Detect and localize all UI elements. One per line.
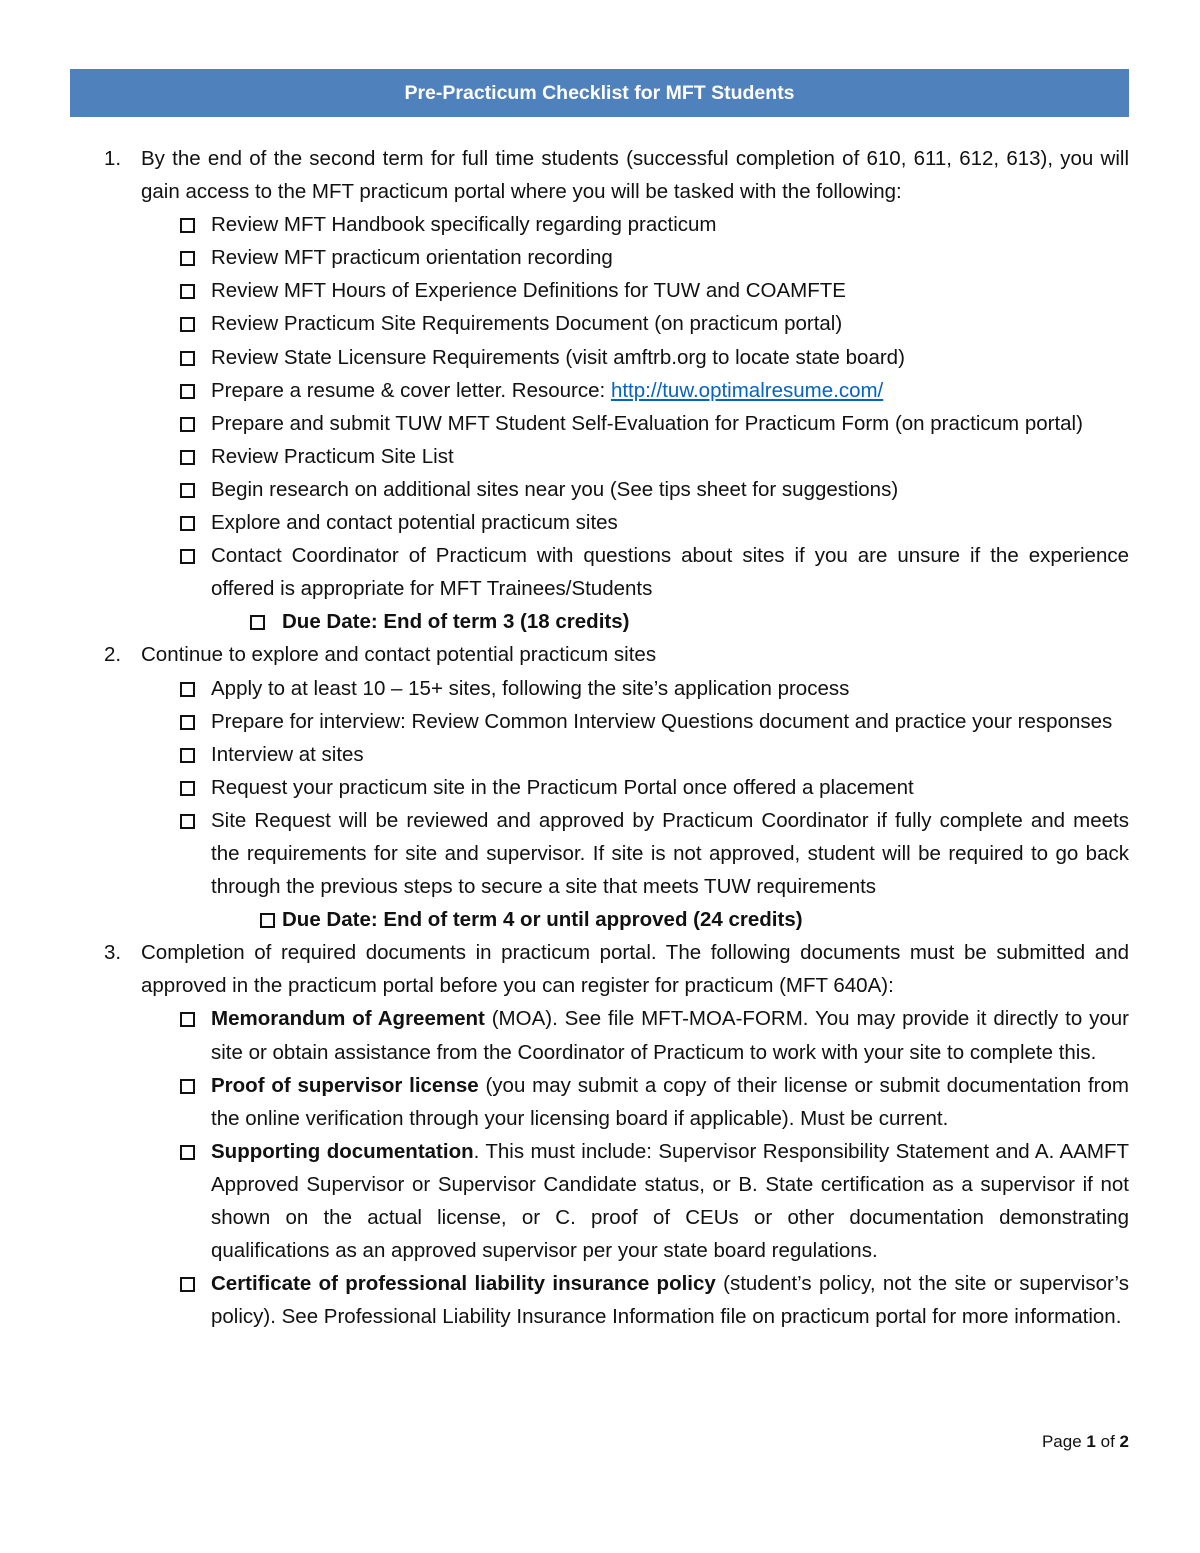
checklist-item[interactable]: Review MFT practicum orientation recording	[70, 241, 1129, 274]
checklist-item[interactable]: Review State Licensure Requirements (visit amftrb.org to locate state board)	[70, 341, 1129, 374]
section-2	[70, 638, 1129, 671]
checkbox-icon[interactable]	[180, 218, 195, 233]
section-number: 2.	[104, 643, 122, 667]
checklist-item[interactable]: Interview at sites	[70, 738, 1129, 771]
page-title: Pre-Practicum Checklist for MFT Students	[70, 69, 1129, 117]
due-date-item[interactable]: Due Date: End of term 4 or until approved (24 credits)	[70, 903, 1129, 936]
checklist-item[interactable]: Review Practicum Site Requirements Document (on practicum portal)	[70, 307, 1129, 340]
checklist	[70, 142, 1129, 1333]
checklist-item[interactable]: Prepare and submit TUW MFT Student Self-Evaluation for Practicum Form (on practicum portal)	[70, 407, 1129, 440]
checklist-item[interactable]: Contact Coordinator of Practicum with questions about sites if you are unsure if the experience offered is appropriate for MFT Trainees/Students	[70, 539, 1129, 605]
checklist-item[interactable]: Memorandum of Agreement (MOA). See file MFT-MOA-FORM. You may provide it directly to your site or obtain assistance from the Coordinator of Practicum to work with your site to complete this.	[70, 1002, 1129, 1068]
checkbox-icon[interactable]	[180, 284, 195, 299]
checkbox-icon[interactable]	[180, 384, 195, 399]
checklist-item[interactable]: Certificate of professional liability insurance policy (student’s policy, not the site or supervisor’s policy). See Professional Liability Insurance Information file on practicum portal for more information.	[70, 1267, 1129, 1333]
checklist-item[interactable]: Explore and contact potential practicum sites	[70, 506, 1129, 539]
section-number: 1.	[104, 147, 122, 170]
checklist-item[interactable]: Apply to at least 10 – 15+ sites, following the site’s application process	[70, 672, 1129, 705]
checklist-item[interactable]: Begin research on additional sites near you (See tips sheet for suggestions)	[70, 473, 1129, 506]
section-text: Continue to explore and contact potential practicum sites	[141, 643, 657, 667]
checkbox-icon[interactable]	[180, 715, 195, 730]
checkbox-icon[interactable]	[180, 516, 195, 531]
checkbox-icon[interactable]	[250, 615, 265, 630]
checkbox-icon[interactable]	[180, 682, 195, 697]
checkbox-icon[interactable]	[180, 1079, 195, 1094]
checkbox-icon[interactable]	[180, 483, 195, 498]
checkbox-icon[interactable]	[260, 913, 275, 928]
page-footer: Page 1 of 2	[1041, 1432, 1129, 1451]
section-1	[70, 142, 1129, 208]
checklist-item[interactable]: Review MFT Hours of Experience Definitions for TUW and COAMFTE	[70, 274, 1129, 307]
checkbox-icon[interactable]	[180, 450, 195, 465]
checkbox-icon[interactable]	[180, 1145, 195, 1160]
checkbox-icon[interactable]	[180, 1277, 195, 1292]
checkbox-icon[interactable]	[180, 1012, 195, 1027]
checklist-item[interactable]: Prepare a resume & cover letter. Resource: http://tuw.optimalresume.com/	[70, 374, 1129, 407]
checkbox-icon[interactable]	[180, 781, 195, 796]
checklist-item[interactable]: Proof of supervisor license (you may submit a copy of their license or submit documentation from the online verification through your licensing board if applicable). Must be current.	[70, 1069, 1129, 1135]
checkbox-icon[interactable]	[180, 417, 195, 432]
section-text: By the end of the second term for full time students (successful completion of 610, 611, 612, 613), you will gain access to the MFT practicum portal where you will be tasked with the following:	[141, 147, 1129, 204]
checklist-item[interactable]: Site Request will be reviewed and approved by Practicum Coordinator if fully complete and meets the requirements for site and supervisor. If site is not approved, student will be required to go back through the previous steps to secure a site that meets TUW requirements	[70, 804, 1129, 903]
checklist-item[interactable]: Review MFT Handbook specifically regarding practicum	[70, 208, 1129, 241]
resume-link[interactable]: http://tuw.optimalresume.com/	[610, 378, 884, 402]
section-number: 3.	[104, 941, 122, 965]
checklist-item[interactable]: Prepare for interview: Review Common Interview Questions document and practice your responses	[70, 705, 1129, 738]
checklist-item[interactable]: Supporting documentation. This must include: Supervisor Responsibility Statement and A. AAMFT Approved Supervisor or Supervisor Candidate status, or B. State certification as a supervisor if not shown on the actual license, or C. proof of CEUs or other documentation demonstrating qualifications as an approved supervisor per your state board regulations.	[70, 1135, 1129, 1267]
checkbox-icon[interactable]	[180, 814, 195, 829]
checkbox-icon[interactable]	[180, 351, 195, 366]
due-date-item[interactable]: Due Date: End of term 3 (18 credits)	[70, 605, 1129, 638]
checklist-item[interactable]: Request your practicum site in the Practicum Portal once offered a placement	[70, 771, 1129, 804]
checkbox-icon[interactable]	[180, 549, 195, 564]
section-3	[70, 936, 1129, 1002]
checkbox-icon[interactable]	[180, 748, 195, 763]
checkbox-icon[interactable]	[180, 251, 195, 266]
checkbox-icon[interactable]	[180, 317, 195, 332]
checklist-item[interactable]: Review Practicum Site List	[70, 440, 1129, 473]
section-text: Completion of required documents in practicum portal. The following documents must be submitted and approved in the practicum portal before you can register for practicum (MFT 640A):	[141, 941, 1129, 998]
